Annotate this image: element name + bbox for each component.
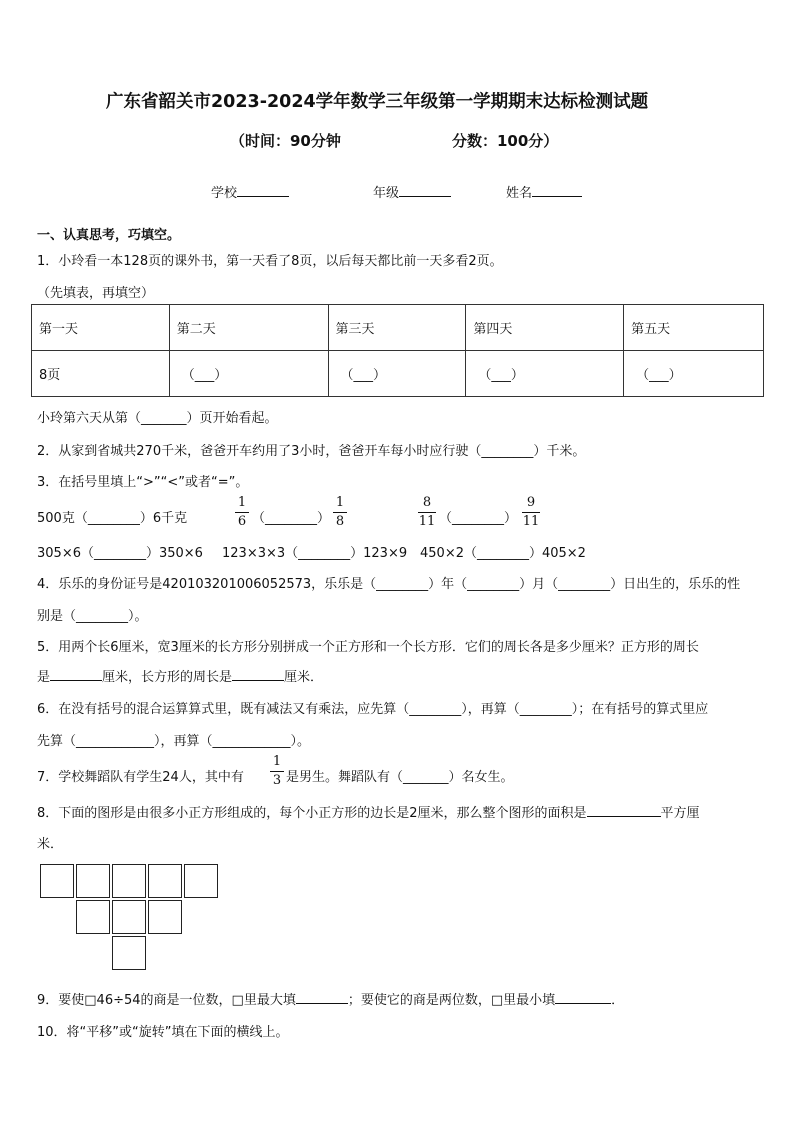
table-header-row [32,305,764,351]
fraction-9-11 [522,495,540,530]
school-field[interactable] [211,182,289,201]
text-fragment: ． [611,993,625,1008]
grade-label: 年级 [373,186,400,201]
compare-b-blank[interactable]: （________） [252,511,331,526]
grid-square [112,864,146,898]
text-fragment: 厘米，长方形的周长是 [102,670,233,685]
fraction-denominator: 6 [237,514,247,529]
area-blank[interactable] [587,803,661,817]
fraction-denominator: 11 [522,514,540,529]
fraction-bar [418,512,436,513]
table-cell: 8页 [32,351,170,397]
rectangle-perimeter-blank[interactable] [232,667,284,681]
max-digit-blank[interactable] [296,990,348,1004]
text-fragment: ；要使它的商是两位数，□里最小填 [347,993,556,1008]
question-5-line-2 [37,666,323,685]
school-label: 学校 [211,186,238,201]
question-6-line-2: 先算（____________），再算（____________）。 [37,734,311,749]
compare-a: 500克（________）6千克 [37,511,188,526]
fraction-numerator: 8 [422,495,432,510]
fraction-denominator: 3 [272,773,282,788]
text-fragment: 9．要使□46÷54的商是一位数，□里最大填 [37,993,296,1008]
question-9 [37,989,624,1008]
exam-score: 分数：100分） [452,132,559,150]
compare-e: 123×3×3（________）123×9 [222,546,408,561]
question-3: 3．在括号里填上“>”“<”或者“=”。 [37,475,249,490]
min-digit-blank[interactable] [555,990,611,1004]
grid-square [76,864,110,898]
grid-square [184,864,218,898]
fraction-1-3 [270,754,284,789]
text-fragment: 厘米． [284,670,324,685]
name-blank[interactable] [532,183,582,197]
page-title: 广东省韶关市2023-2024学年数学三年级第一学期期末达标检测试题 [106,92,649,112]
question-2: 2．从家到省城共270千米，爸爸开车约用了3小时，爸爸开车每小时应行驶（________）千米。 [37,444,586,459]
question-6-line-1: 6．在没有括号的混合运算算式里，既有减法又有乘法，应先算（________），再算（________）；在有括号的算式里应 [37,702,709,717]
question-8-line-1 [37,802,700,821]
grid-square [40,864,74,898]
question-8-line-2: 米． [37,837,64,852]
grid-square [112,936,146,970]
section-heading: 一、认真思考，巧填空。 [37,228,181,243]
table-header-cell: 第一天 [32,305,170,351]
name-field[interactable] [506,182,582,201]
question-5-line-1: 5．用两个长6厘米，宽3厘米的长方形分别拼成一个正方形和一个长方形．它们的周长各是多少厘米？正方形的周长 [37,640,699,655]
square-perimeter-blank[interactable] [50,667,102,681]
school-blank[interactable] [237,183,289,197]
table-row [32,351,764,397]
fraction-1-6 [235,495,249,530]
compare-c-blank[interactable]: （________） [439,511,518,526]
fraction-bar [522,512,540,513]
grid-square [112,900,146,934]
table-answer-cell[interactable]: （___） [466,351,624,397]
exam-time: （时间：90分钟 [230,132,341,150]
fraction-1-8 [333,495,347,530]
grid-square [76,900,110,934]
question-4-line-2: 别是（________）。 [37,609,148,624]
text-fragment: 平方厘 [660,806,700,821]
grade-blank[interactable] [399,183,451,197]
fraction-denominator: 11 [418,514,436,529]
fraction-numerator: 9 [526,495,536,510]
text-fragment: 是 [37,670,51,685]
fraction-bar [270,771,284,772]
table-header-cell: 第五天 [624,305,764,351]
fraction-bar [333,512,347,513]
question-10: 10．将“平移”或“旋转”填在下面的横线上。 [37,1025,289,1040]
question-7-post: 是男生。舞蹈队有（_______）名女生。 [286,770,514,785]
compare-f: 450×2（________）405×2 [420,546,586,561]
fraction-numerator: 1 [335,495,345,510]
reading-table [31,304,764,397]
grid-square [148,900,182,934]
question-4-line-1: 4．乐乐的身份证号是420103201006052573，乐乐是（________）年（________）月（________）日出生的，乐乐的性 [37,577,741,592]
grid-square [148,864,182,898]
table-header-cell: 第三天 [328,305,466,351]
fraction-numerator: 1 [237,495,247,510]
text-fragment: 8．下面的图形是由很多小正方形组成的，每个小正方形的边长是2厘米，那么整个图形的面积是 [37,806,587,821]
compare-d: 305×6（________）350×6 [37,546,203,561]
fraction-8-11 [418,495,436,530]
table-answer-cell[interactable]: （___） [624,351,764,397]
fraction-bar [235,512,249,513]
fraction-numerator: 1 [272,754,282,769]
table-answer-cell[interactable]: （___） [169,351,328,397]
table-header-cell: 第二天 [169,305,328,351]
question-1-followup: 小玲第六天从第（_______）页开始看起。 [37,411,278,426]
table-answer-cell[interactable]: （___） [328,351,466,397]
question-1-note: （先填表，再填空） [37,286,155,301]
fraction-denominator: 8 [335,514,345,529]
question-1: 1．小玲看一本128页的课外书，第一天看了8页，以后每天都比前一天多看2页。 [37,254,503,269]
table-header-cell: 第四天 [466,305,624,351]
grade-field[interactable] [373,182,451,201]
name-label: 姓名 [506,186,533,201]
question-7-pre: 7．学校舞蹈队有学生24人，其中有 [37,770,244,785]
